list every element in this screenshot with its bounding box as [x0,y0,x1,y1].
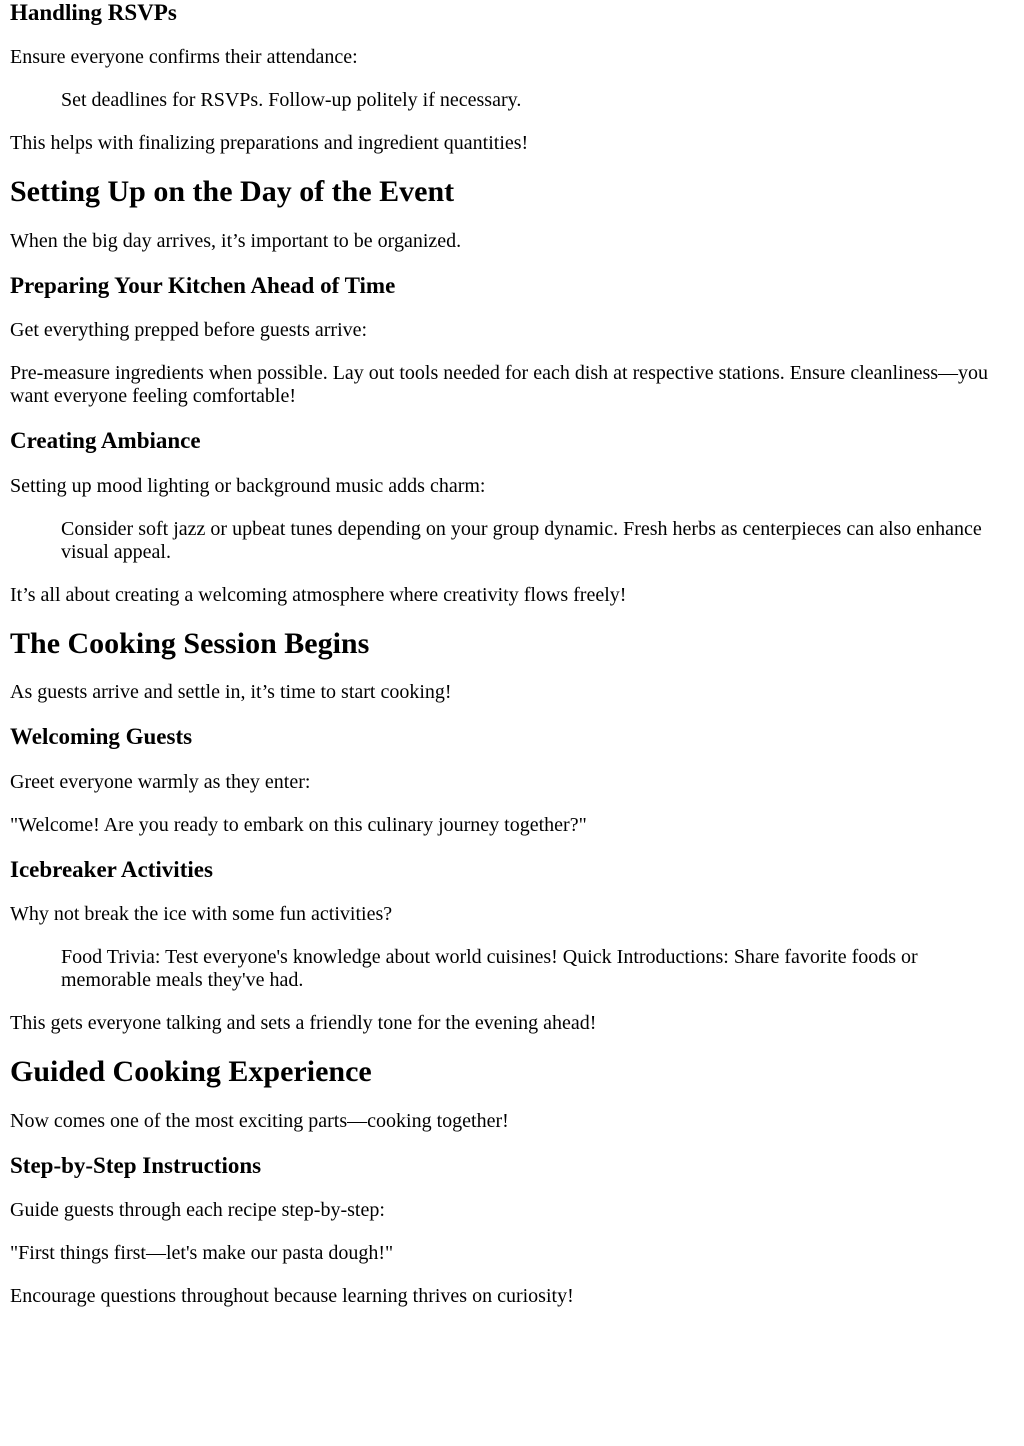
steps-outro: Encourage questions throughout because learning thrives on curiosity! [10,1285,574,1308]
subheading-steps: Step-by-Step Instructions [10,1152,262,1178]
section-heading-rsvps: Handling RSVPs [10,0,177,25]
welcome-quote: "Welcome! Are you ready to embark on this culinary journey together?" [10,813,587,836]
guided-intro: Now comes one of the most exciting parts—cooking together! [10,1109,509,1132]
rsvps-intro: Ensure everyone confirms their attendance: [10,46,358,69]
subheading-ambiance: Creating Ambiance [10,428,201,454]
setup-intro: When the big day arrives, it’s important to be organized. [10,229,462,252]
ambiance-intro: Setting up mood lighting or background music adds charm: [10,474,486,497]
welcome-intro: Greet everyone warmly as they enter: [10,770,311,793]
kitchen-intro: Get everything prepped before guests arrive: [10,319,368,342]
subheading-icebreaker: Icebreaker Activities [10,856,213,882]
section-heading-session: The Cooking Session Begins [10,626,370,660]
kitchen-body: Pre-measure ingredients when possible. Lay out tools needed for each dish at respective stations. Ensure cleanliness—you want everyone feeling comfortable! [10,362,989,408]
rsvps-outro: This helps with finalizing preparations and ingredient quantities! [10,132,529,155]
subheading-kitchen: Preparing Your Kitchen Ahead of Time [10,272,396,298]
rsvps-quote: Set deadlines for RSVPs. Follow-up politely if necessary. [61,89,522,112]
subheading-welcome: Welcoming Guests [10,724,193,750]
steps-quote: "First things first—let's make our pasta dough!" [10,1242,394,1265]
session-intro: As guests arrive and settle in, it’s time to start cooking! [10,681,452,704]
ambiance-outro: It’s all about creating a welcoming atmosphere where creativity flows freely! [10,583,627,606]
section-heading-setup: Setting Up on the Day of the Event [10,175,455,209]
icebreaker-intro: Why not break the ice with some fun activities? [10,903,393,926]
ambiance-quote: Consider soft jazz or upbeat tunes depending on your group dynamic. Fresh herbs as centerpieces can also enhance visual appeal. [61,517,982,563]
icebreaker-outro: This gets everyone talking and sets a friendly tone for the evening ahead! [10,1012,597,1035]
steps-intro: Guide guests through each recipe step-by-step: [10,1199,385,1222]
section-heading-guided: Guided Cooking Experience [10,1055,372,1089]
icebreaker-quote: Food Trivia: Test everyone's knowledge about world cuisines! Quick Introductions: Share favorite foods or memorable meals they've had. [61,946,918,992]
